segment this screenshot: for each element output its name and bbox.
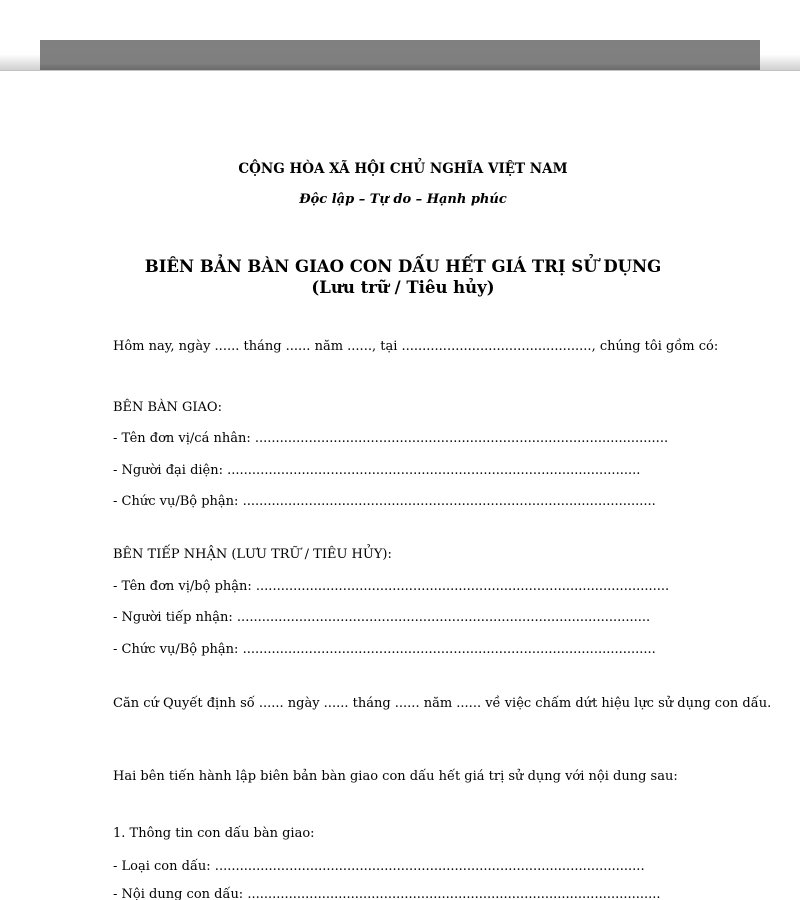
giver-field-position: - Chức vụ/Bộ phận: .................................................................................................... bbox=[113, 494, 656, 509]
intro-line: Hôm nay, ngày ...... tháng ...... năm ......, tại .............................................., chúng tôi gồm có: bbox=[113, 339, 719, 354]
receiver-field-receiver-name: - Người tiếp nhận: .................................................................................................... bbox=[113, 610, 651, 625]
receiver-field-position: - Chức vụ/Bộ phận: .................................................................................................... bbox=[113, 642, 656, 657]
document-title-line1: BIÊN BẢN BÀN GIAO CON DẤU HẾT GIÁ TRỊ SỬ DỤNG bbox=[144, 257, 662, 276]
national-header-line1: CỘNG HÒA XÃ HỘI CHỦ NGHĨA VIỆT NAM bbox=[238, 161, 568, 177]
document-page[interactable] bbox=[0, 71, 800, 900]
giver-field-unit-name: - Tên đơn vị/cá nhân: .................................................................................................... bbox=[113, 431, 669, 446]
document-content bbox=[113, 0, 772, 900]
field-seal-type: - Loại con dấu: ........................................................................................................ bbox=[113, 859, 645, 874]
section1-heading: 1. Thông tin con dấu bàn giao: bbox=[113, 826, 315, 841]
legal-basis-line: Căn cứ Quyết định số ...... ngày ...... tháng ...... năm ...... về việc chấm dứt hiệu lực sử dụng con dấu. bbox=[113, 696, 772, 711]
receiver-section-heading: BÊN TIẾP NHẬN (LƯU TRỮ / TIÊU HỦY): bbox=[113, 547, 392, 562]
field-seal-content: - Nội dung con dấu: .................................................................................................... bbox=[113, 887, 661, 900]
giver-section-heading: BÊN BÀN GIAO: bbox=[113, 400, 222, 415]
document-title-line2: (Lưu trữ / Tiêu hủy) bbox=[311, 278, 495, 297]
national-motto: Độc lập – Tự do – Hạnh phúc bbox=[299, 192, 507, 207]
receiver-field-unit-name: - Tên đơn vị/bộ phận: .................................................................................................... bbox=[113, 579, 670, 594]
agreement-line: Hai bên tiến hành lập biên bản bàn giao con dấu hết giá trị sử dụng với nội dung sau: bbox=[113, 769, 678, 784]
giver-field-representative: - Người đại diện: .................................................................................................... bbox=[113, 463, 641, 478]
